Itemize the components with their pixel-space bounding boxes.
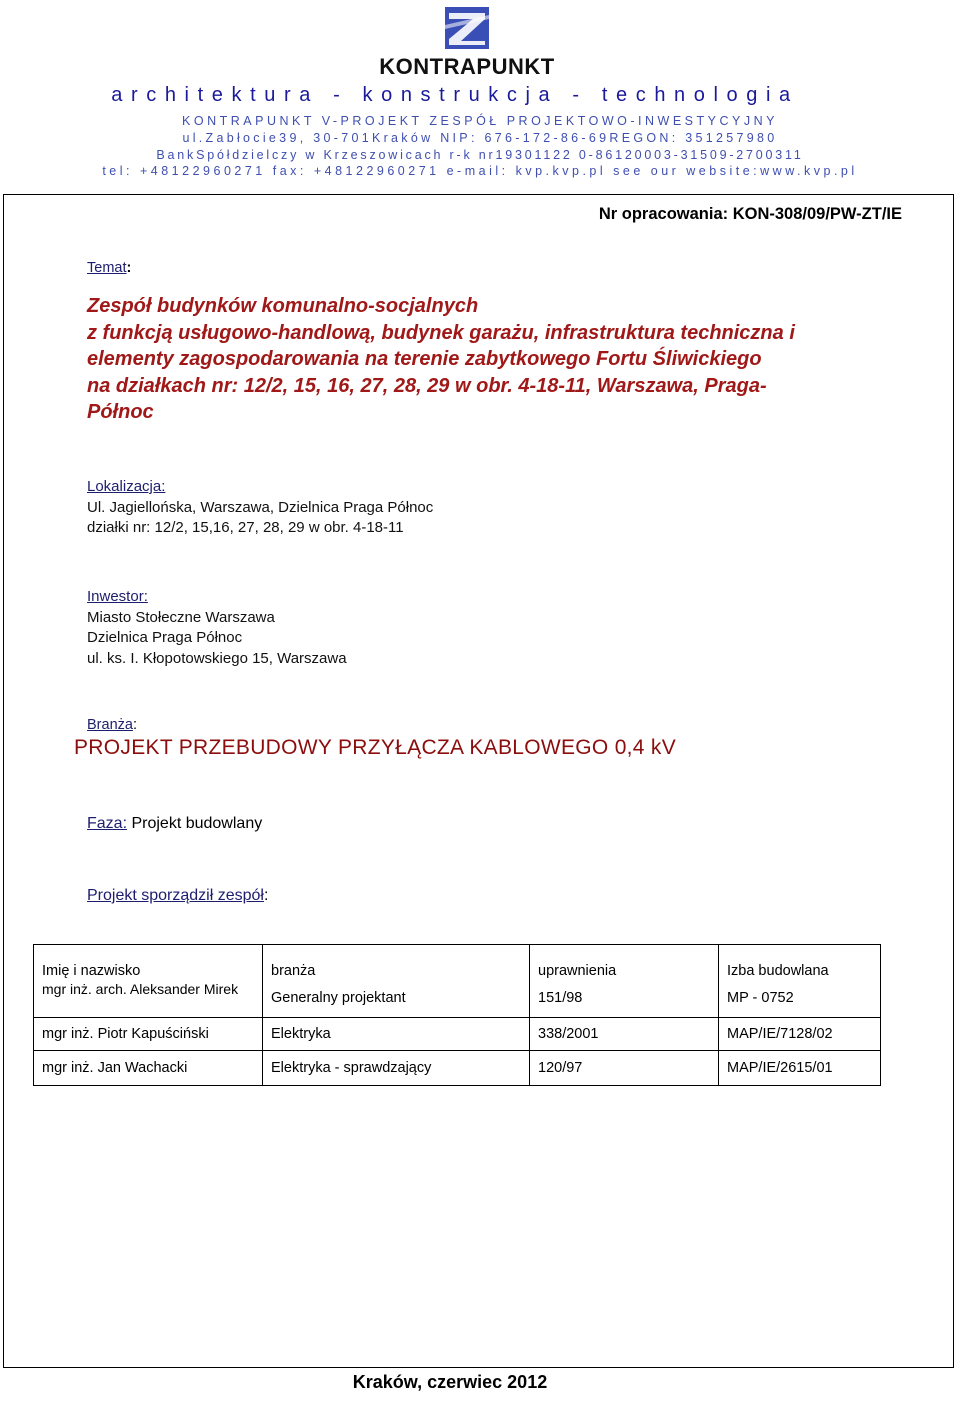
faza-label: Faza: bbox=[87, 815, 128, 832]
cell-name: mgr inż. Piotr Kapuściński bbox=[34, 1018, 263, 1051]
investor-line: ul. ks. I. Kłopotowskiego 15, Warszawa bbox=[87, 649, 347, 667]
title-line: Północ bbox=[87, 401, 154, 423]
temat-label-text: Temat bbox=[87, 260, 127, 276]
cell-name: mgr inż. Jan Wachacki bbox=[34, 1051, 263, 1086]
branza-label bbox=[87, 717, 137, 733]
table-row bbox=[34, 1018, 881, 1051]
cell-uprawnienia: 338/2001 bbox=[530, 1018, 719, 1051]
company-subtitle: KONTRAPUNKT V-PROJEKT ZESPÓŁ PROJEKTOWO-INWESTYCYJNY bbox=[182, 114, 778, 128]
header-cell-izba: Izba budowlana bbox=[719, 945, 881, 980]
investor-label: Inwestor: bbox=[87, 588, 148, 605]
header-cell-uprawnienia: uprawnienia bbox=[530, 945, 719, 980]
location-section bbox=[87, 477, 433, 539]
project-title bbox=[87, 293, 887, 426]
temat-label bbox=[87, 260, 131, 276]
team-heading bbox=[87, 887, 268, 905]
cell-branza: Elektryka bbox=[263, 1018, 530, 1051]
faza-row bbox=[87, 815, 262, 833]
company-contact: tel: +48122960271 fax: +48122960271 e-mail: kvp.kvp.pl see our website:www.kvp.pl bbox=[102, 164, 858, 178]
header-cell-branza: branża bbox=[263, 945, 530, 980]
title-line: na działkach nr: 12/2, 15, 16, 27, 28, 29 w obr. 4-18-11, Warszawa, Praga- bbox=[87, 374, 767, 397]
header-cell-name: Imię i nazwisko bbox=[34, 945, 263, 980]
temat-colon: : bbox=[126, 260, 132, 276]
cell-izba: MAP/IE/2615/01 bbox=[719, 1051, 881, 1086]
company-name: KONTRAPUNKT bbox=[379, 54, 555, 79]
branza-value: PROJEKT PRZEBUDOWY PRZYŁĄCZA KABLOWEGO 0,4 kV bbox=[74, 736, 677, 759]
location-line: działki nr: 12/2, 15,16, 27, 28, 29 w obr. 4-18-11 bbox=[87, 519, 404, 536]
cell-izba: MAP/IE/7128/02 bbox=[719, 1018, 881, 1051]
cell-uprawnienia: 151/98 bbox=[530, 979, 719, 1018]
cell-uprawnienia: 120/97 bbox=[530, 1051, 719, 1086]
investor-line: Miasto Stołeczne Warszawa bbox=[87, 608, 275, 626]
location-line: Ul. Jagiellońska, Warszawa, Dzielnica Praga Północ bbox=[87, 498, 434, 516]
location-label: Lokalizacja: bbox=[87, 478, 166, 495]
cell-name: mgr inż. arch. Aleksander Mirek bbox=[34, 979, 263, 1018]
company-logo bbox=[445, 7, 489, 49]
faza-value: Projekt budowlany bbox=[131, 815, 263, 832]
cell-branza: Generalny projektant bbox=[263, 979, 530, 1018]
document-number: Nr opracowania: KON-308/09/PW-ZT/IE bbox=[598, 205, 902, 223]
team-table bbox=[33, 944, 881, 1086]
company-address: ul.Zabłocie39, 30-701Kraków NIP: 676-172-86-69REGON: 351257980 bbox=[182, 131, 778, 145]
place-date: Kraków, czerwiec 2012 bbox=[352, 1372, 548, 1392]
cell-branza: Elektryka - sprawdzający bbox=[263, 1051, 530, 1086]
title-line: Zespół budynków komunalno-socjalnych bbox=[87, 295, 479, 317]
company-tagline: architektura - konstrukcja - technologia bbox=[111, 84, 799, 106]
investor-line: Dzielnica Praga Północ bbox=[87, 629, 243, 646]
team-heading-colon: : bbox=[263, 887, 269, 904]
table-header-row bbox=[34, 945, 881, 980]
investor-section bbox=[87, 587, 347, 669]
company-bank: BankSpółdzielczy w Krzeszowicach r-k nr19301122 0-86120003-31509-2700311 bbox=[156, 148, 804, 162]
title-line: z funkcją usługowo-handlową, budynek garażu, infrastruktura techniczna i bbox=[87, 321, 795, 344]
branza-label-text: Branża bbox=[87, 717, 133, 733]
cell-izba: MP - 0752 bbox=[719, 979, 881, 1018]
branza-colon: : bbox=[132, 717, 137, 733]
table-row bbox=[34, 1051, 881, 1086]
title-line: elementy zagospodarowania na terenie zabytkowego Fortu Śliwickiego bbox=[87, 348, 762, 370]
table-row bbox=[34, 979, 881, 1018]
team-heading-label: Projekt sporządził zespół bbox=[87, 887, 264, 904]
